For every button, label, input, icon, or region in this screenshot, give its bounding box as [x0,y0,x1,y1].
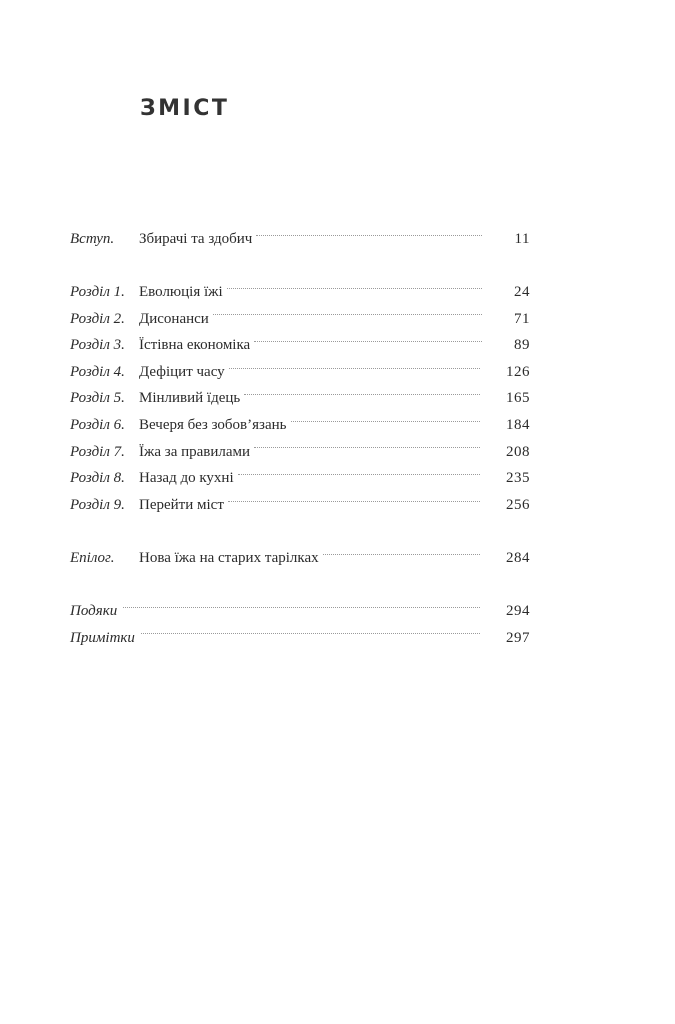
dot-leader [229,368,480,369]
toc-entry-label: Розділ 6. [70,417,125,434]
toc-entry-title: Нова їжа на старих тарілках [139,549,319,566]
toc-entry-label: Розділ 1. [70,284,125,301]
toc-entry-chapter-7[interactable] [70,439,530,466]
toc-entry-page: 294 [506,603,530,620]
toc-entry-title: Дисонанси [139,310,209,327]
dot-leader [141,633,480,634]
dot-leader [213,314,482,315]
toc-entry-title: Збирачі та здобич [139,231,253,247]
toc-entry-label: Розділ 4. [70,363,125,380]
toc-entry-title: Вечеря без зобов’язань [139,417,287,434]
dot-leader [123,607,480,608]
toc-entry-title: Перейти міст [139,496,224,513]
toc-entry-label: Розділ 5. [70,390,125,407]
toc-entry-label: Подяки [70,603,118,620]
toc-entry-label: Епілог. [70,549,115,566]
dot-leader [228,501,480,502]
dot-leader [256,235,482,236]
toc-entry-label: Вступ. [70,231,115,247]
toc-entry-epilogue[interactable] [70,545,530,572]
toc-entry-page: 297 [506,629,530,646]
toc-entry-label: Розділ 9. [70,496,125,513]
dot-leader [244,394,480,395]
toc-group-epilogue [70,545,530,572]
toc-entry-chapter-4[interactable] [70,359,530,386]
toc-entry-chapter-1[interactable] [70,279,530,306]
toc-entry-page: 11 [514,231,530,247]
toc-group-back-matter [70,598,530,651]
toc-entry-page: 165 [506,390,530,407]
toc-entry-page: 71 [514,310,530,327]
toc-entry-chapter-6[interactable] [70,412,530,439]
toc-entry-title: Їстівна економіка [139,337,251,354]
toc-entry-notes[interactable] [70,625,530,652]
toc-entry-intro[interactable] [70,226,530,253]
dot-leader [227,288,482,289]
toc-entry-page: 126 [506,363,530,380]
toc-group-chapters [70,279,530,518]
toc-entry-page: 284 [506,549,530,566]
page-title: ЗМІСТ [140,96,230,121]
toc-entry-title: Їжа за правилами [139,443,251,460]
toc-entry-acknowledgements[interactable] [70,598,530,625]
toc-entry-chapter-9[interactable] [70,492,530,519]
toc-entry-chapter-3[interactable] [70,332,530,359]
toc-entry-title: Мінливий їдець [139,390,241,407]
toc-entry-page: 184 [506,417,530,434]
toc-entry-label: Розділ 7. [70,443,125,460]
toc-entry-label: Розділ 3. [70,337,125,354]
dot-leader [238,474,480,475]
toc-entry-title: Еволюція їжі [139,284,223,301]
dot-leader [254,341,482,342]
dot-leader [291,421,481,422]
toc-entry-label: Розділ 2. [70,310,125,327]
toc-entry-label: Розділ 8. [70,470,125,487]
toc-group-intro [70,226,530,253]
dot-leader [323,554,480,555]
dot-leader [254,447,480,448]
toc-entry-page: 235 [506,470,530,487]
toc-entry-chapter-5[interactable] [70,385,530,412]
toc-entry-page: 208 [506,443,530,460]
toc-entry-title: Дефіцит часу [139,363,225,380]
toc-entry-page: 24 [514,284,530,301]
toc-entry-label: Примітки [70,629,135,646]
toc-entry-title: Назад до кухні [139,470,234,487]
toc-entry-page: 89 [514,337,530,354]
toc-entry-chapter-2[interactable] [70,306,530,333]
toc-entry-chapter-8[interactable] [70,465,530,492]
toc-entry-page: 256 [506,496,530,513]
table-of-contents [70,226,530,651]
